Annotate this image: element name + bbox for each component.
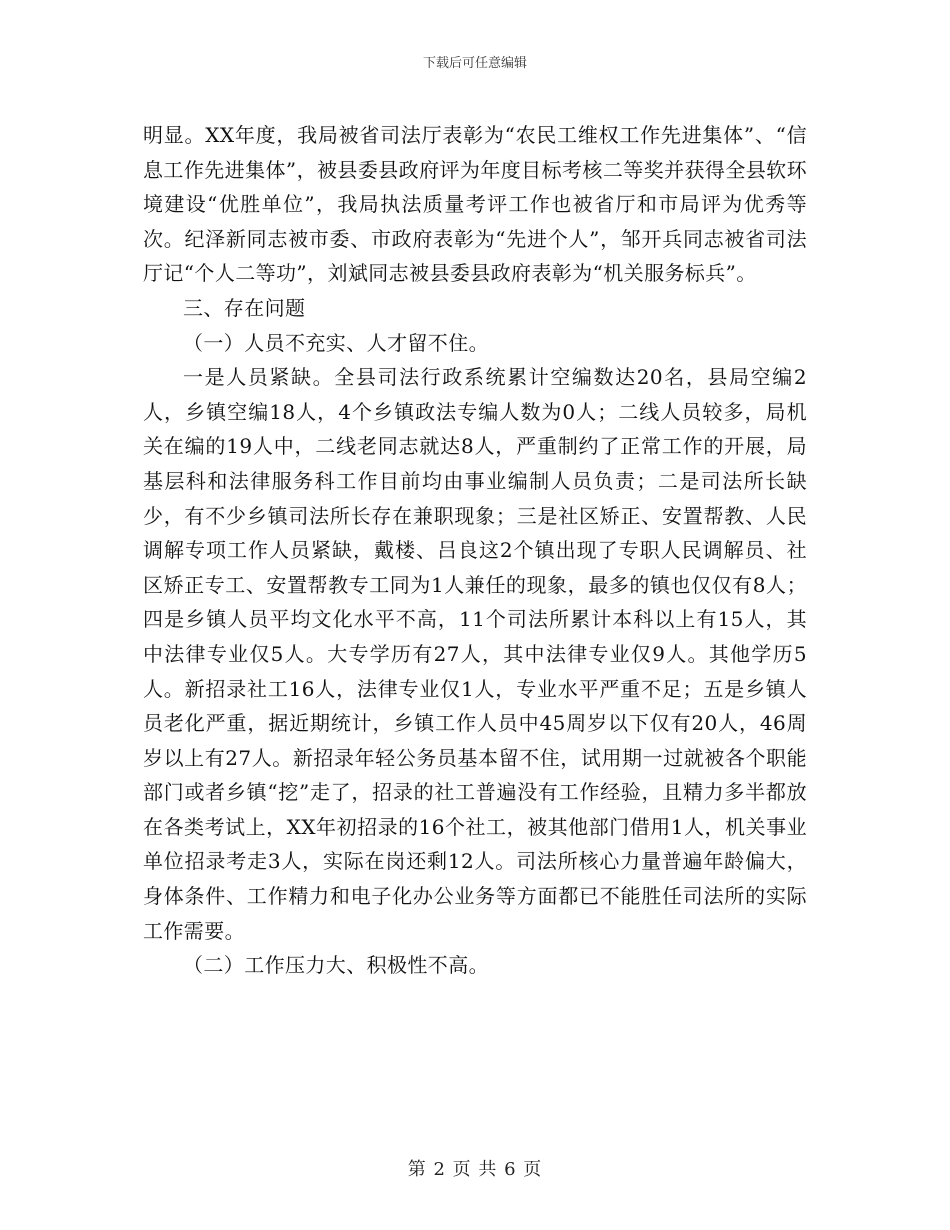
subheading-work-pressure: （二）工作压力大、积极性不高。 xyxy=(183,953,489,978)
subheading-staffing: （一）人员不充实、人才留不住。 xyxy=(183,330,489,355)
paragraph-staff-shortage: 一是人员紧缺。全县司法行政系统累计空编数达20名，县局空编2人，乡镇空编18人，4个乡镇政法专编人数为0人；二线人员较多，局机关在编的19人中，二线老同志就达8人，严重制约了正常工作的开展，局基层科和法律服务科工作目前均由事业编制人员负责；二是司法所长缺少，有不少乡镇司法所长存在兼职现象；三是社区矫正、安置帮教、人民调解专项工作人员紧缺，戴楼、吕良这2个镇出现了专职人民调解员、社区矫正专工、安置帮教专工同为1人兼任的现象，最多的镇也仅仅有8人；四是乡镇人员平均文化水平不高，11个司法所累计本科以上有15人，其中法律专业仅5人。大专学历有27人，其中法律专业仅9人。其他学历5人。新招录社工16人，法律专业仅1人，专业水平严重不足；五是乡镇人员老化严重，据近期统计，乡镇工作人员中45周岁以下仅有20人，46周岁以上有27人。新招录年轻公务员基本留不住，试用期一过就被各个职能部门或者乡镇“挖”走了，招录的社工普遍没有工作经验，且精力多半都放在各类考试上，XX年初招录的16个社工，被其他部门借用1人，机关事业单位招录考走3人，实际在岗还剩12人。司法所核心力量普遍年龄偏大，身体条件、工作精力和电子化办公业务等方面都已不能胜任司法所的实际工作需要。 xyxy=(143,365,807,943)
page-footer: 第 2 页 共 6 页 xyxy=(407,1159,543,1180)
section-heading-problems: 三、存在问题 xyxy=(183,295,306,320)
document-body xyxy=(143,118,807,983)
paragraph-achievements-continued: 明显。XX年度，我局被省司法厅表彰为“农民工维权工作先进集体”、“信息工作先进集体”，被县委县政府评为年度目标考核二等奖并获得全县软环境建设“优胜单位”，我局执法质量考评工作也被省厅和市局评为优秀等次。纪泽新同志被市委、市政府表彰为“先进个人”，邹开兵同志被省司法厅记“个人二等功”，刘斌同志被县委县政府表彰为“机关服务标兵”。 xyxy=(143,123,807,286)
page-header: 下载后可任意编辑 xyxy=(422,56,527,71)
